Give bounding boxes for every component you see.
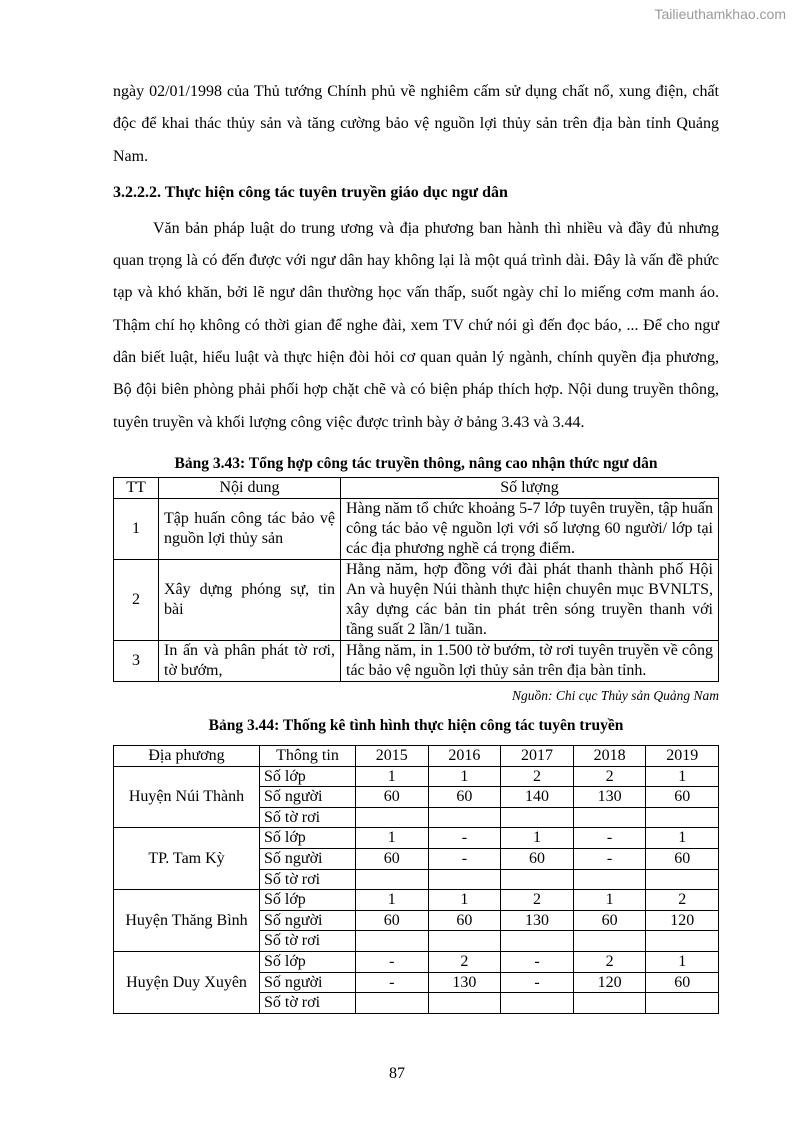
table-44-body — [114, 766, 719, 1013]
value-cell — [501, 993, 574, 1014]
value-cell — [646, 931, 719, 952]
value-cell: 1 — [428, 890, 501, 911]
value-cell: 1 — [356, 890, 429, 911]
table-44-caption: Bảng 3.44: Thống kê tình hình thực hiện công tác tuyên truyền — [208, 716, 624, 734]
value-cell — [428, 807, 501, 828]
value-cell: 60 — [356, 787, 429, 808]
metric-label: Số lớp — [260, 766, 356, 787]
value-cell — [646, 807, 719, 828]
row-content: Xây dựng phóng sự, tin bài — [159, 559, 341, 640]
metric-label: Số người — [260, 972, 356, 993]
value-cell: 60 — [646, 972, 719, 993]
watermark: Tailieuthamkhao.com — [654, 6, 786, 22]
table-row — [114, 951, 719, 972]
metric-label: Số người — [260, 910, 356, 931]
value-cell: - — [428, 828, 501, 849]
value-cell: 60 — [573, 910, 646, 931]
row-number: 3 — [114, 640, 159, 681]
value-cell: 130 — [501, 910, 574, 931]
value-cell: 1 — [646, 766, 719, 787]
value-cell: - — [573, 828, 646, 849]
value-cell: 140 — [501, 787, 574, 808]
value-cell: 130 — [428, 972, 501, 993]
value-cell — [573, 807, 646, 828]
value-cell — [428, 993, 501, 1014]
value-cell: 1 — [501, 828, 574, 849]
row-content: In ấn và phân phát tờ rơi, tờ bướm, — [159, 640, 341, 681]
value-cell — [646, 993, 719, 1014]
value-cell — [428, 931, 501, 952]
value-cell: 120 — [573, 972, 646, 993]
value-cell: 60 — [501, 848, 574, 869]
value-cell: - — [573, 848, 646, 869]
row-quantity: Hằng năm, in 1.500 tờ bướm, tờ rơi tuyên truyền về công tác bảo vệ nguồn lợi thủy sản trên địa bàn tỉnh. — [341, 640, 719, 681]
row-content: Tập huấn công tác bảo vệ nguồn lợi thủy sản — [159, 498, 341, 559]
value-cell: 2 — [501, 890, 574, 911]
value-cell: - — [356, 972, 429, 993]
table-43-header-tt: TT — [114, 477, 159, 498]
value-cell: 130 — [573, 787, 646, 808]
value-cell — [501, 807, 574, 828]
row-number: 1 — [114, 498, 159, 559]
header-locality: Địa phương — [114, 745, 260, 766]
value-cell — [428, 869, 501, 890]
value-cell: - — [501, 972, 574, 993]
value-cell: - — [428, 848, 501, 869]
value-cell: 1 — [573, 890, 646, 911]
metric-label: Số người — [260, 848, 356, 869]
value-cell: 60 — [356, 848, 429, 869]
value-cell — [356, 993, 429, 1014]
value-cell: - — [501, 951, 574, 972]
value-cell: 60 — [428, 787, 501, 808]
value-cell: 1 — [356, 766, 429, 787]
value-cell — [501, 931, 574, 952]
table-43-source: Nguồn: Chi cục Thủy sản Quảng Nam — [512, 687, 719, 703]
header-year: 2016 — [428, 745, 501, 766]
header-year: 2019 — [646, 745, 719, 766]
table-row — [114, 766, 719, 787]
page-content — [113, 76, 719, 1014]
value-cell — [573, 869, 646, 890]
value-cell: 60 — [356, 910, 429, 931]
value-cell — [356, 807, 429, 828]
value-cell: 120 — [646, 910, 719, 931]
metric-label: Số tờ rơi — [260, 869, 356, 890]
value-cell — [501, 869, 574, 890]
table-43-header-quantity: Số lượng — [341, 477, 719, 498]
table-43-header-content: Nội dung — [159, 477, 341, 498]
table-43-caption: Bảng 3.43: Tổng hợp công tác truyền thông, nâng cao nhận thức ngư dân — [174, 454, 658, 472]
header-info: Thông tin — [260, 745, 356, 766]
paragraph-main: Văn bản pháp luật do trung ương và địa phương ban hành thì nhiều và đầy đủ nhưng quan trọng là có đến được với ngư dân hay không lại là một quá trình dài. Đây là vấn đề phức tạp và khó khăn, bởi lẽ ngư dân thường học vấn thấp, suốt ngày chỉ lo miếng cơm manh áo. Thậm chí họ không có thời gian để nghe đài, xem TV chứ nói gì đến đọc báo, ... Để cho ngư dân biết luật, hiểu luật và thực hiện đòi hỏi cơ quan quản lý ngành, chính quyền địa phương, Bộ đội biên phòng phải phối hợp chặt chẽ và có biện pháp thích hợp. Nội dung truyền thông, tuyên truyền và khối lượng công việc được trình bày ở bảng 3.43 và 3.44. — [113, 219, 719, 431]
table-row — [114, 640, 719, 681]
value-cell: 1 — [428, 766, 501, 787]
value-cell — [573, 931, 646, 952]
header-year: 2018 — [573, 745, 646, 766]
row-quantity: Hàng năm tổ chức khoảng 5-7 lớp tuyên truyền, tập huấn công tác bảo vệ nguồn lợi với số lượng 60 người/ lớp tại các địa phương nghề cá trọng điểm. — [341, 498, 719, 559]
table-43-header-row — [114, 477, 719, 498]
metric-label: Số lớp — [260, 890, 356, 911]
metric-label: Số người — [260, 787, 356, 808]
metric-label: Số tờ rơi — [260, 993, 356, 1014]
row-number: 2 — [114, 559, 159, 640]
header-year: 2017 — [501, 745, 574, 766]
value-cell — [573, 993, 646, 1014]
table-row — [114, 828, 719, 849]
value-cell: 60 — [646, 787, 719, 808]
value-cell: 1 — [356, 828, 429, 849]
value-cell: 2 — [646, 890, 719, 911]
value-cell: 2 — [501, 766, 574, 787]
table-44 — [113, 745, 719, 1014]
value-cell: 2 — [573, 766, 646, 787]
value-cell: - — [356, 951, 429, 972]
value-cell — [356, 869, 429, 890]
value-cell: 60 — [428, 910, 501, 931]
table-row — [114, 890, 719, 911]
locality-name: Huyện Thăng Bình — [114, 890, 260, 952]
metric-label: Số lớp — [260, 951, 356, 972]
metric-label: Số tờ rơi — [260, 931, 356, 952]
table-row — [114, 559, 719, 640]
value-cell: 2 — [573, 951, 646, 972]
value-cell: 2 — [428, 951, 501, 972]
value-cell: 1 — [646, 828, 719, 849]
locality-name: Huyện Duy Xuyên — [114, 951, 260, 1013]
page-number: 87 — [389, 1065, 405, 1082]
locality-name: Huyện Núi Thành — [114, 766, 260, 828]
metric-label: Số tờ rơi — [260, 807, 356, 828]
row-quantity: Hằng năm, hợp đồng với đài phát thanh thành phố Hội An và huyện Núi thành thực hiện chuyên mục BVNLTS, xây dựng các bản tin phát trên sóng truyền thanh với tầng suất 2 lần/1 tuần. — [341, 559, 719, 640]
value-cell: 1 — [646, 951, 719, 972]
paragraph-intro: ngày 02/01/1998 của Thủ tướng Chính phủ về nghiêm cấm sử dụng chất nổ, xung điện, chất độc để khai thác thủy sản và tăng cường bảo vệ nguồn lợi thủy sản trên địa bàn tỉnh Quảng Nam. — [113, 83, 719, 165]
value-cell — [356, 931, 429, 952]
table-43 — [113, 477, 719, 682]
metric-label: Số lớp — [260, 828, 356, 849]
section-heading: 3.2.2.2. Thực hiện công tác tuyên truyền giáo dục ngư dân — [113, 183, 508, 201]
value-cell: 60 — [646, 848, 719, 869]
table-44-header-row — [114, 745, 719, 766]
value-cell — [646, 869, 719, 890]
header-year: 2015 — [356, 745, 429, 766]
locality-name: TP. Tam Kỳ — [114, 828, 260, 890]
table-row — [114, 498, 719, 559]
